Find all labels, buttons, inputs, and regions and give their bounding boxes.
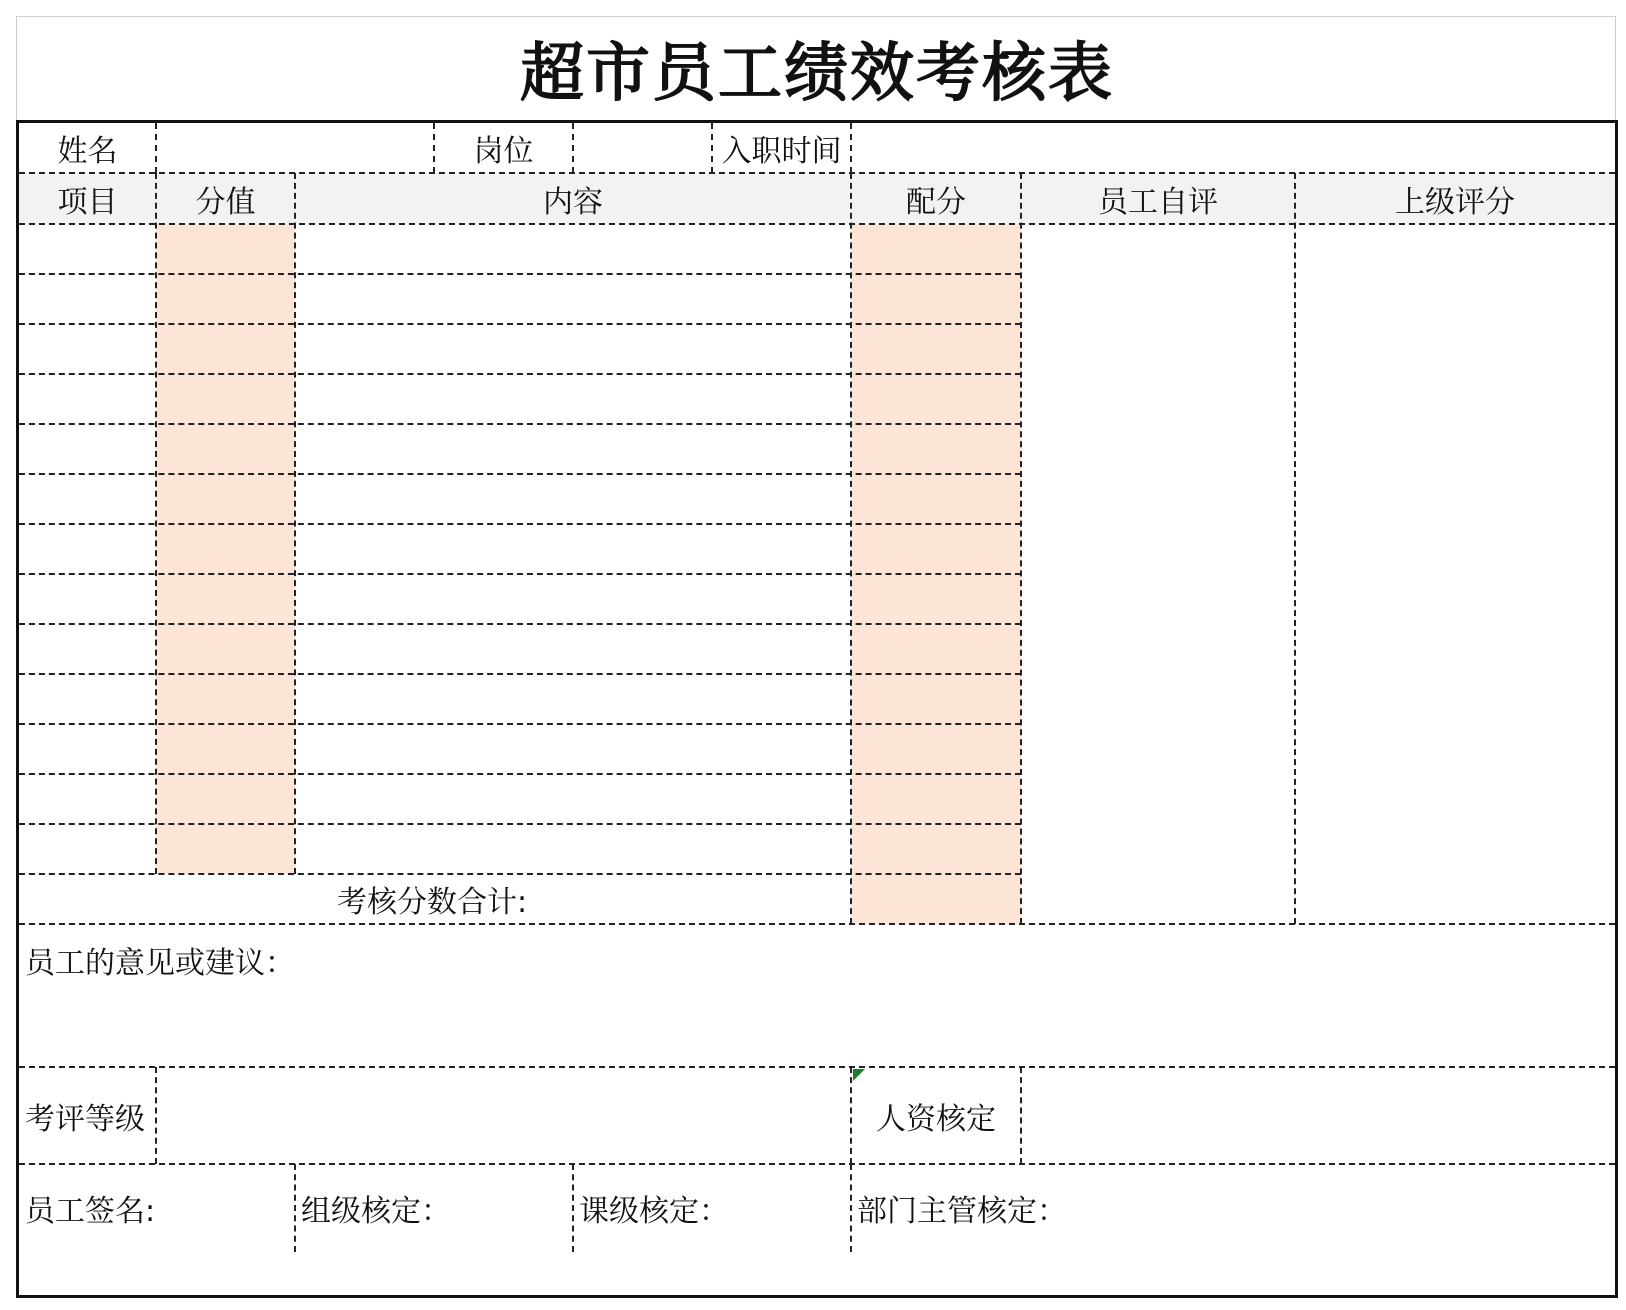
position-label: 岗位: [473, 134, 534, 169]
grid-line-v: [572, 1164, 574, 1252]
grid-line-v: [850, 173, 852, 924]
grid-line-v: [294, 1164, 296, 1252]
position-field[interactable]: [573, 123, 712, 173]
hire-date-field[interactable]: [851, 123, 1615, 173]
grade-label: 考评等级: [25, 1101, 145, 1137]
col-header-score-value: 分值: [195, 184, 256, 220]
grid-line-h: [19, 523, 1021, 525]
group-approval[interactable]: 组级核定：: [301, 1194, 451, 1229]
evaluation-form: [16, 120, 1618, 1298]
grid-line-h: [19, 473, 1021, 475]
grid-line-v: [1294, 173, 1296, 924]
grid-line-v: [1020, 173, 1022, 924]
grid-line-v: [711, 123, 713, 173]
col-header-supervisor-score: 上级评分: [1395, 184, 1515, 220]
grid-line-h: [19, 773, 1021, 775]
grid-line-v: [572, 123, 574, 173]
grid-line-h: [19, 273, 1021, 275]
grid-line-v: [155, 123, 157, 173]
name-field[interactable]: [156, 123, 434, 173]
performance-sheet: [16, 16, 1618, 1298]
grid-line-v: [433, 123, 435, 173]
hr-check-label: 人资核定: [876, 1101, 996, 1137]
grid-line-v: [294, 173, 296, 874]
col-header-item: 项目: [57, 184, 118, 220]
dept-head-approval[interactable]: 部门主管核定：: [857, 1194, 1067, 1229]
col-header-allotted: 配分: [906, 184, 966, 220]
section-approval[interactable]: 课级核定：: [579, 1194, 729, 1229]
grid-line-h: [19, 172, 1615, 174]
grid-line-v: [850, 123, 852, 173]
grid-line-v: [850, 1067, 852, 1164]
grid-line-h: [19, 223, 1615, 225]
hr-check-field[interactable]: [1021, 1067, 1615, 1164]
grid-line-v: [1020, 1067, 1022, 1164]
grid-line-h: [19, 623, 1021, 625]
grade-field[interactable]: [156, 1067, 851, 1164]
grid-line-h: [19, 573, 1021, 575]
col-header-content: 内容: [543, 184, 603, 220]
grid-line-h: [19, 1163, 1615, 1165]
employee-signature[interactable]: 员工签名:: [25, 1194, 156, 1229]
score-value-fill: [156, 224, 295, 874]
grid-line-h: [19, 373, 1021, 375]
grid-line-h: [19, 1066, 1615, 1068]
grid-line-h: [19, 923, 1615, 925]
employee-opinion-label: 员工的意见或建议：: [25, 946, 295, 981]
hire-date-label: 入职时间: [721, 134, 842, 169]
grid-line-h: [19, 873, 1021, 875]
grid-line-v: [155, 173, 157, 874]
page-title: 超市员工绩效考核表: [520, 37, 1114, 111]
grid-line-h: [19, 323, 1021, 325]
grid-line-h: [19, 723, 1021, 725]
total-score-label: 考核分数合计:: [337, 885, 528, 920]
grid-line-h: [19, 423, 1021, 425]
col-header-self-review: 员工自评: [1098, 184, 1218, 220]
grid-line-h: [19, 823, 1021, 825]
grid-line-v: [850, 1164, 852, 1252]
name-label: 姓名: [57, 134, 118, 169]
grid-line-v: [155, 1067, 157, 1164]
grid-line-h: [19, 673, 1021, 675]
